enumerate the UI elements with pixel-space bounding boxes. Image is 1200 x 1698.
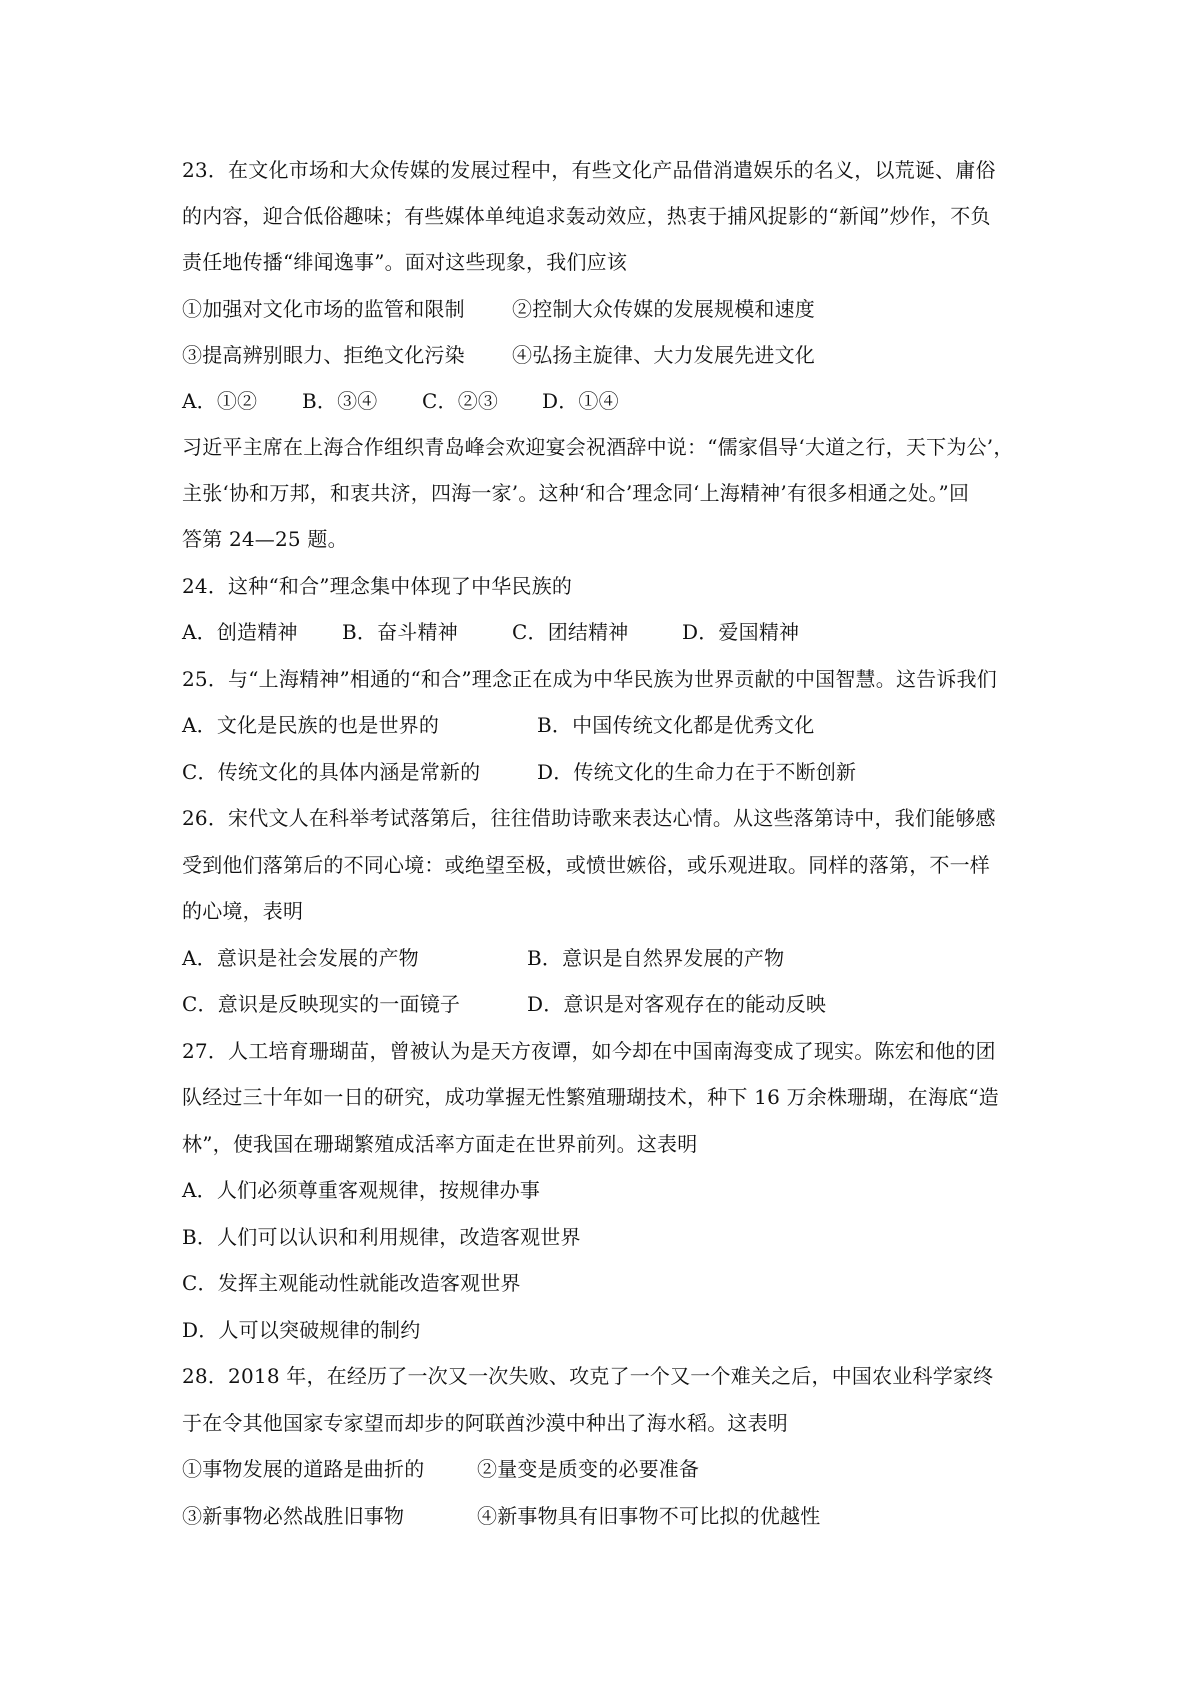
q28-statements-row-1 <box>182 1449 1042 1489</box>
material-line-2: 主张‘协和万邦，和衷共济，四海一家’。这种‘和合’理念同‘上海精神’有很多相通之处。”回 <box>182 481 970 505</box>
q23-option-a: A．①② <box>182 389 258 413</box>
q26-options-row-1 <box>182 938 1042 978</box>
q25-stem: 25．与“上海精神”相通的“和合”理念正在成为中华民族为世界贡献的中国智慧。这告诉我们 <box>182 667 997 691</box>
q23-stem-line-3: 责任地传播“绯闻逸事”。面对这些现象，我们应该 <box>182 250 628 274</box>
q25-options-row-2 <box>182 752 1042 792</box>
q26-option-b: B．意识是自然界发展的产物 <box>527 946 785 970</box>
q28-stem-line-1: 28．2018 年，在经历了一次又一次失败、攻克了一个又一个难关之后，中国农业科学家终 <box>182 1364 994 1388</box>
q27-option-d: D．人可以突破规律的制约 <box>182 1318 421 1342</box>
q23-option-c: C．②③ <box>422 389 499 413</box>
material-line-3: 答第 24—25 题。 <box>182 527 348 551</box>
q24-option-b: B．奋斗精神 <box>342 620 458 644</box>
q26-stem-line-2: 受到他们落第后的不同心境：或绝望至极，或愤世嫉俗，或乐观进取。同样的落第，不一样 <box>182 853 990 877</box>
q28-statement-3: ③新事物必然战胜旧事物 <box>182 1504 405 1528</box>
q23-statement-2: ②控制大众传媒的发展规模和速度 <box>512 297 815 321</box>
q25-option-d: D．传统文化的生命力在于不断创新 <box>537 760 857 784</box>
q26-option-d: D．意识是对客观存在的能动反映 <box>527 992 827 1016</box>
q23-statement-3: ③提高辨别眼力、拒绝文化污染 <box>182 343 465 367</box>
q24-option-c: C．团结精神 <box>512 620 629 644</box>
q23-option-d: D．①④ <box>542 389 619 413</box>
q27-stem-line-1: 27．人工培育珊瑚苗，曾被认为是天方夜谭，如今却在中国南海变成了现实。陈宏和他的团 <box>182 1039 996 1063</box>
q23-options <box>182 381 1042 421</box>
q27-option-c: C．发挥主观能动性就能改造客观世界 <box>182 1271 521 1295</box>
q24-options <box>182 612 1042 652</box>
q25-option-b: B．中国传统文化都是优秀文化 <box>537 713 815 737</box>
material-line-1: 习近平主席在上海合作组织青岛峰会欢迎宴会祝酒辞中说：“儒家倡导‘大道之行，天下为公’， <box>182 435 1014 459</box>
q28-statement-4: ④新事物具有旧事物不可比拟的优越性 <box>477 1504 821 1528</box>
q23-statements-row-2 <box>182 335 1042 375</box>
q28-statement-1: ①事物发展的道路是曲折的 <box>182 1457 425 1481</box>
q26-stem-line-3: 的心境，表明 <box>182 899 304 923</box>
q26-stem-line-1: 26．宋代文人在科举考试落第后，往往借助诗歌来表达心情。从这些落第诗中，我们能够感 <box>182 806 996 830</box>
q28-statements-row-2 <box>182 1496 1042 1536</box>
q27-stem-line-2: 队经过三十年如一日的研究，成功掌握无性繁殖珊瑚技术，种下 16 万余株珊瑚，在海底“造 <box>182 1085 999 1109</box>
q26-options-row-2 <box>182 984 1042 1024</box>
q23-statement-1: ①加强对文化市场的监管和限制 <box>182 297 465 321</box>
q24-stem: 24．这种“和合”理念集中体现了中华民族的 <box>182 574 573 598</box>
q25-option-c: C．传统文化的具体内涵是常新的 <box>182 760 481 784</box>
q24-option-a: A．创造精神 <box>182 620 298 644</box>
q28-stem-line-2: 于在令其他国家专家望而却步的阿联酋沙漠中种出了海水稻。这表明 <box>182 1411 788 1435</box>
q24-option-d: D．爱国精神 <box>682 620 800 644</box>
q27-option-a: A．人们必须尊重客观规律，按规律办事 <box>182 1178 541 1202</box>
q25-option-a: A．文化是民族的也是世界的 <box>182 713 440 737</box>
q23-statements-row-1 <box>182 289 1042 329</box>
q23-stem-line-1: 23．在文化市场和大众传媒的发展过程中，有些文化产品借消遣娱乐的名义，以荒诞、庸俗 <box>182 158 996 182</box>
q26-option-a: A．意识是社会发展的产物 <box>182 946 419 970</box>
q23-statement-4: ④弘扬主旋律、大力发展先进文化 <box>512 343 815 367</box>
q26-option-c: C．意识是反映现实的一面镜子 <box>182 992 461 1016</box>
q25-options-row-1 <box>182 705 1042 745</box>
q27-stem-line-3: 林”，使我国在珊瑚繁殖成活率方面走在世界前列。这表明 <box>182 1132 698 1156</box>
q23-stem-line-2: 的内容，迎合低俗趣味；有些媒体单纯追求轰动效应，热衷于捕风捉影的“新闻”炒作，不负 <box>182 204 991 228</box>
q28-statement-2: ②量变是质变的必要准备 <box>477 1457 700 1481</box>
q27-option-b: B．人们可以认识和利用规律，改造客观世界 <box>182 1225 581 1249</box>
q23-option-b: B．③④ <box>302 389 378 413</box>
